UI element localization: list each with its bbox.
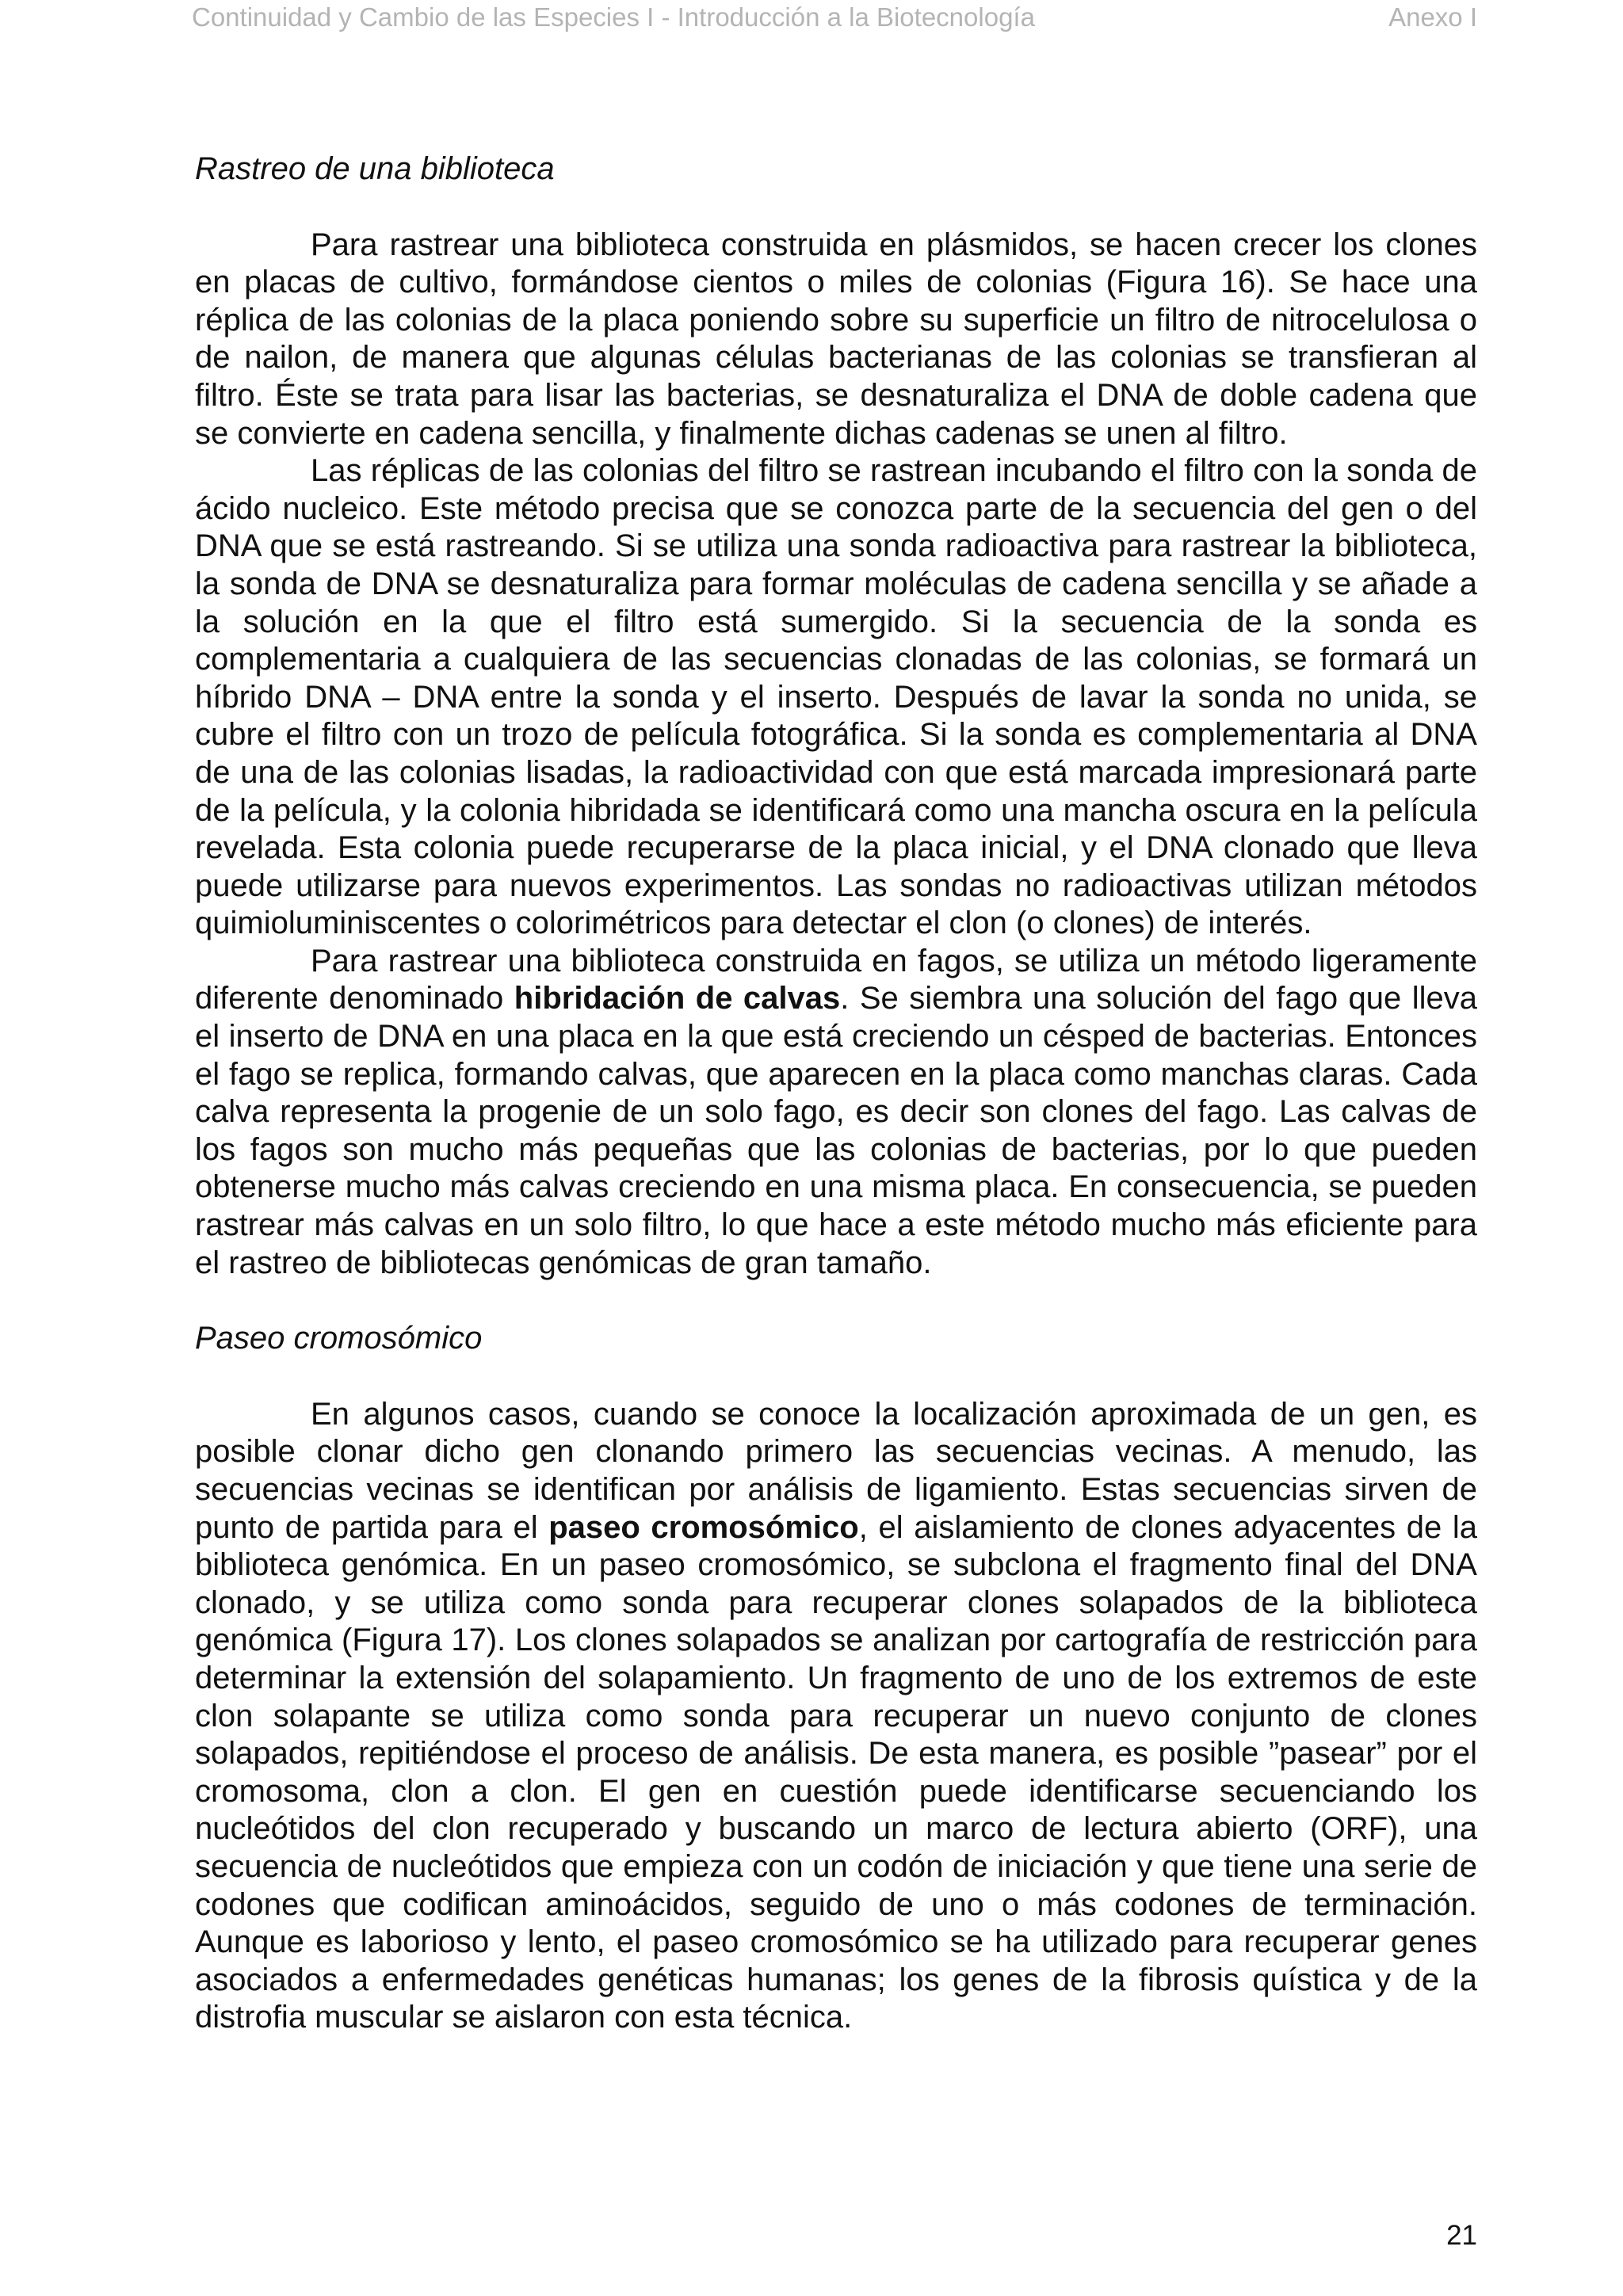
header-course-title: Continuidad y Cambio de las Especies I - Introducción a la Biotecnología (192, 2, 1035, 32)
paragraph-rastreo-plasmidos: Para rastrear una biblioteca construida en plásmidos, se hacen crecer los clones en placas de cultivo, formándose cientos o miles de colonias (Figura 16). Se hace una réplica de las colonias de la placa poniendo sobre su superficie un filtro de nitrocelulosa o de nailon, de manera que algunas células bacterianas de las colonias se transfieran al filtro. Éste se trata para lisar las bacterias, se desnaturaliza el DNA de doble cadena que se convierte en cadena sencilla, y finalmente dichas cadenas se unen al filtro. (195, 227, 1477, 451)
header-annex-label: Anexo I (1388, 2, 1477, 32)
paragraph-paseo-cromosomico (195, 1396, 1477, 2037)
page-number: 21 (1446, 2220, 1477, 2251)
paragraph-text: . Se siembra una solución del fago que lleva el inserto de DNA en una placa en la que está creciendo un césped de bacterias. Entonces el fago se replica, formando calvas, que aparecen en la placa como manchas claras. Cada calva representa la progenie de un solo fago, es decir son clones del fago. Las calvas de los fagos son mucho más pequeñas que las colonias de bacterias, por lo que pueden obtenerse mucho más calvas creciendo en una misma placa. En consecuencia, se pueden rastrear más calvas en un solo filtro, lo que hace a este método mucho más eficiente para el rastreo de bibliotecas genómicas de gran tamaño. (195, 981, 1477, 1280)
running-header (192, 0, 1477, 38)
paragraph-replicas-filtro: Las réplicas de las colonias del filtro se rastrean incubando el filtro con la sonda de ácido nucleico. Este método precisa que se conozca parte de la secuencia del gen o del DNA que se está rastreando. Si se utiliza una sonda radioactiva para rastrear la biblioteca, la sonda de DNA se desnaturaliza para formar moléculas de cadena sencilla y se añade a la solución en la que el filtro está sumergido. Si la secuencia de la sonda es complementaria a cualquiera de las secuencias clonadas de las colonias, se formará un híbrido DNA – DNA entre la sonda y el inserto. Después de lavar la sonda no unida, se cubre el filtro con un trozo de película fotográfica. Si la sonda es complementaria al DNA de una de las colonias lisadas, la radioactividad con que está marcada impresionará parte de la película, y la colonia hibridada se identificará como una mancha oscura en la película revelada. Esta colonia puede recuperarse de la placa inicial, y el DNA clonado que lleva puede utilizarse para nuevos experimentos. Las sondas no radioactivas utilizan métodos quimioluminiscentes o colorimétricos para detectar el clon (o clones) de interés. (195, 453, 1477, 941)
key-term-hibridacion-calvas: hibridación de calvas (514, 981, 841, 1016)
paragraph-text: , el aislamiento de clones adyacentes de la biblioteca genómica. En un paseo cromosómico, se subclona el fragmento final del DNA clonado, y se utiliza como sonda para recuperar clones solapados de la biblioteca genómica (Figura 17). Los clones solapados se analizan por cartografía de restricción para determinar la extensión del solapamiento. Un fragmento de uno de los extremos de este clon solapante se utiliza como sonda para recuperar un nuevo conjunto de clones solapados, repitiéndose el proceso de análisis. De esta manera, es posible ”pasear” por el cromosoma, clon a clon. El gen en cuestión puede identificarse secuenciando los nucleótidos del clon recuperado y buscando un marco de lectura abierto (ORF), una secuencia de nucleótidos que empieza con un codón de iniciación y que tiene una serie de codones que codifican aminoácidos, seguido de uno o más codones de terminación. Aunque es laborioso y lento, el paseo cromosómico se ha utilizado para recuperar genes asociados a enfermedades genéticas humanas; los genes de la fibrosis quística y de la distrofia muscular se aislaron con esta técnica. (195, 1509, 1477, 2035)
paragraph-rastreo-fagos (195, 943, 1477, 1282)
section-heading-rastreo: Rastreo de una biblioteca (195, 151, 555, 186)
key-term-paseo-cromosomico: paseo cromosómico (548, 1509, 859, 1545)
paragraph-text: En algunos casos, cuando se conoce la localización aproximada de un gen, es posible clonar dicho gen clonando primero las secuencias vecinas. A menudo, las secuencias vecinas se identifican por análisis de ligamiento. Estas secuencias sirven de punto de partida para el (195, 1396, 1477, 1545)
paragraph-text: Para rastrear una biblioteca construida en fagos, se utiliza un método ligeramente diferente denominado (195, 943, 1477, 1016)
page-body (195, 151, 1477, 2037)
section-heading-paseo: Paseo cromosómico (195, 1321, 483, 1356)
